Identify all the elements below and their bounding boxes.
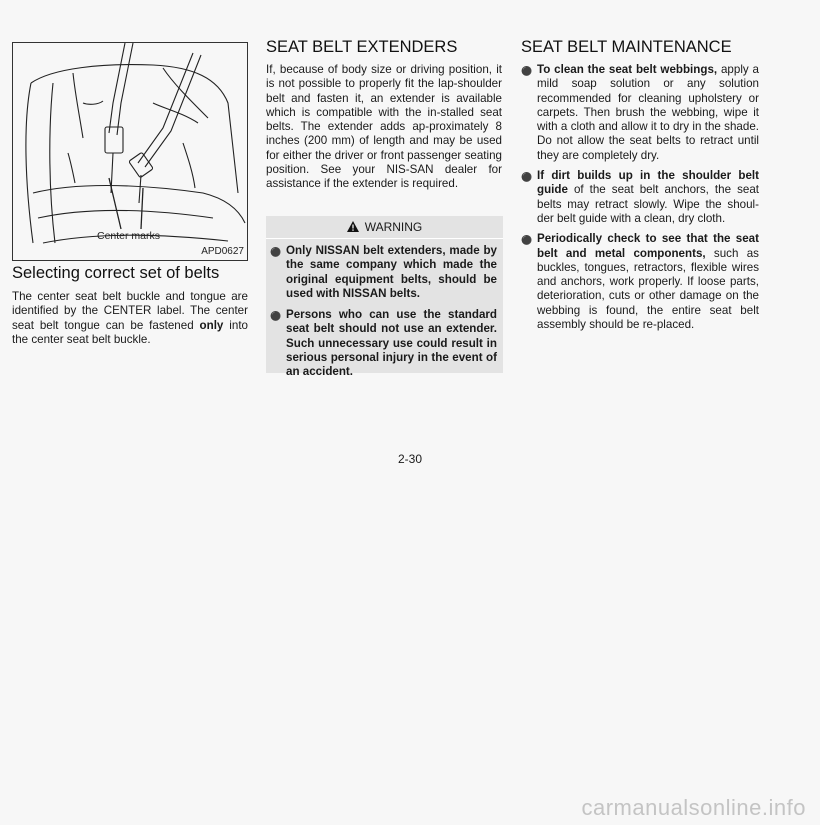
watermark: carmanualsonline.info [581, 795, 806, 820]
warning-header [266, 216, 503, 239]
extenders-paragraph: If, because of body size or driving position, it is not possible to properly fit the lap-shoulder belt and fasten it, an extender is available which is compatible with the in-stalled seat belts. The extender adds ap-proximately 8 inches (200 mm) of length and may be used for either the driver or front passenger seating position. See your NIS-SAN dealer for assistance if the extender is required. [266, 63, 502, 191]
warning-item: ⚫ Only NISSAN belt extenders, made by the same company which made the original equipment belts, should be used with NISSAN belts. [270, 244, 497, 300]
warning-item: ⚫ Persons who can use the standard seat belt should not use an extender. Such unnecessary use could result in serious personal injury in the event of an accident. [270, 308, 497, 379]
warning-box [266, 216, 503, 379]
seat-belt-illustration [12, 42, 248, 261]
page-number: 2-30 [397, 452, 423, 466]
bullet-icon: ⚫ [270, 311, 282, 322]
warning-triangle-icon [347, 221, 359, 232]
maintenance-item: ⚫ To clean the seat belt webbings, apply a mild soap solution or any solution recommended for cleaning upholstery or carpets. Then brush the webbing, wipe it with a cloth and allow it to dry in the shade. Do not allow the seat belts to retract until they are completely dry. [521, 63, 759, 162]
center-marks-label: Center marks [97, 230, 161, 242]
selecting-paragraph: The center seat belt buckle and tongue are identified by the CENTER label. The center seat belt tongue can be fastened only into the center seat belt buckle. [12, 290, 248, 346]
seat-drawing [13, 43, 247, 260]
maintenance-heading: SEAT BELT MAINTENANCE [521, 38, 732, 56]
maintenance-item: ⚫ Periodically check to see that the seat belt and metal components, such as buckles, tongues, retractors, flexible wires and anchors, work properly. If loose parts, deterioration, cuts or other damage on the webbing is found, the entire seat belt assembly should be re-placed. [521, 232, 759, 332]
selecting-heading: Selecting correct set of belts [12, 264, 220, 282]
figure-code: APD0627 [201, 246, 244, 257]
bullet-icon: ⚫ [270, 247, 282, 257]
warning-title: WARNING [364, 220, 423, 234]
extenders-heading: SEAT BELT EXTENDERS [266, 38, 458, 56]
bullet-icon: ⚫ [521, 235, 533, 246]
only-bold: only [199, 318, 224, 332]
bullet-icon: ⚫ [521, 66, 533, 76]
bullet-icon: ⚫ [521, 172, 533, 183]
maintenance-list [521, 63, 759, 338]
maintenance-item: ⚫ If dirt builds up in the shoulder belt guide of the seat belt anchors, the seat belts may retract slowly. Wipe the shoul-der belt guide with a clean, dry cloth. [521, 169, 759, 225]
warning-list [266, 239, 503, 380]
